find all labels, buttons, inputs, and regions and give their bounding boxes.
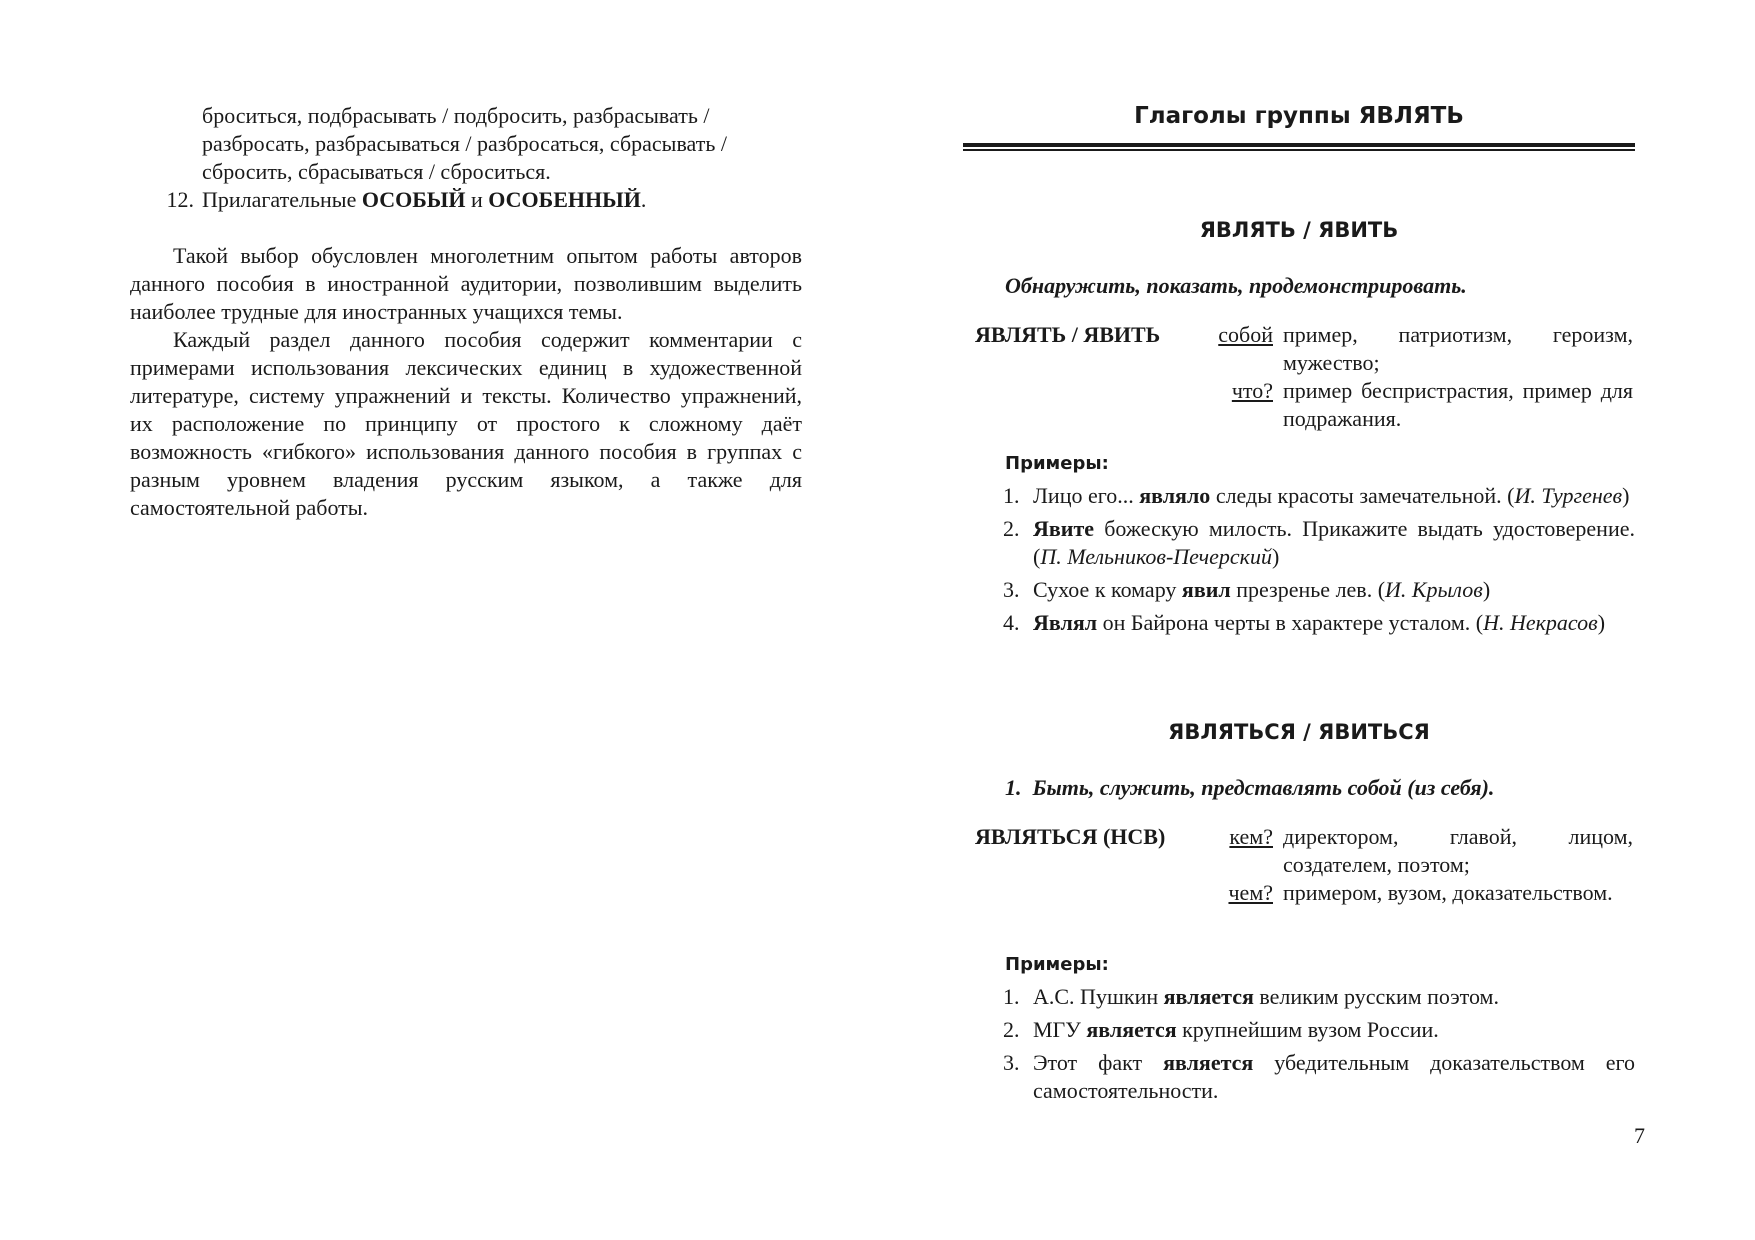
definition: Обнаружить, показать, продемонстрировать. bbox=[1005, 273, 1467, 298]
verb-label: ЯВЛЯТЬСЯ (НСВ) bbox=[975, 824, 1166, 849]
definition: 1. Быть, служить, представлять собой (из себя). bbox=[1005, 775, 1495, 800]
government-table bbox=[975, 321, 1635, 433]
verb-label: ЯВЛЯТЬ / ЯВИТЬ bbox=[975, 322, 1161, 347]
section-heading: ЯВЛЯТЬСЯ / ЯВИТЬСЯ bbox=[1168, 720, 1430, 744]
government-table bbox=[975, 823, 1635, 907]
list-item-12 bbox=[130, 186, 802, 214]
list-item: 1. Лицо его... являло следы красоты замечательной. (И. Тургенев) bbox=[1003, 483, 1630, 508]
case-question: собой bbox=[1218, 322, 1273, 347]
list-item-text: Прилагательные ОСОБЫЙ и ОСОБЕННЫЙ. bbox=[202, 187, 647, 212]
paragraph: Каждый раздел данного пособия содержит комментарии с примерами использования лексических единиц в художественной литературе, систему упражнений и тексты. Количество упражнений, их расположение по принципу от простого к сложному даёт возможность «гибкого» использования данного пособия в группах с разным уровнем владения русским языком, а также для самостоятельной работы. bbox=[130, 327, 802, 520]
examples-list bbox=[1003, 983, 1635, 1110]
collocations: пример беспристрастия, пример для подражания. bbox=[1283, 378, 1633, 431]
title-rule bbox=[963, 143, 1635, 147]
government-row bbox=[975, 377, 1635, 433]
text-line: броситься, подбрасывать / подбросить, разбрасывать / bbox=[202, 103, 710, 128]
text-line: разбросать, разбрасываться / разбросаться, сбрасывать / bbox=[202, 131, 728, 156]
list-item: 2. Явите божескую милость. Прикажите выдать удостоверение. (П. Мельников-Печерский) bbox=[1003, 516, 1635, 569]
left-page bbox=[130, 102, 802, 522]
collocations: директором, главой, лицом, создателем, поэтом; bbox=[1283, 824, 1633, 877]
case-question: что? bbox=[1231, 378, 1273, 403]
examples-label: Примеры: bbox=[1005, 954, 1109, 975]
text-line: сбросить, сбрасываться / сброситься. bbox=[202, 159, 551, 184]
list-item: 3. Этот факт является убедительным доказательством его самостоятельности. bbox=[1003, 1050, 1635, 1103]
list-continuation bbox=[202, 102, 802, 186]
list-item: 1. А.С. Пушкин является великим русским поэтом. bbox=[1003, 984, 1499, 1009]
collocations: пример, патриотизм, героизм, мужество; bbox=[1283, 322, 1633, 375]
case-question: кем? bbox=[1229, 824, 1273, 849]
examples-list bbox=[1003, 482, 1635, 642]
list-number: 12. bbox=[166, 187, 194, 212]
page-title: Глаголы группы ЯВЛЯТЬ bbox=[1134, 103, 1464, 129]
list-item: 4. Являл он Байрона черты в характере усталом. (Н. Некрасов) bbox=[1003, 610, 1606, 635]
list-item: 3. Сухое к комару явил презренье лев. (И. Крылов) bbox=[1003, 577, 1491, 602]
examples-label: Примеры: bbox=[1005, 453, 1109, 474]
title-rule bbox=[963, 149, 1635, 151]
government-row bbox=[975, 879, 1635, 907]
paragraph: Такой выбор обусловлен многолетним опытом работы авторов данного пособия в иностранной аудитории, позволившим выделить наиболее трудные для иностранных учащихся темы. bbox=[130, 243, 802, 324]
page-number: 7 bbox=[1634, 1123, 1645, 1148]
list-item: 2. МГУ является крупнейшим вузом России. bbox=[1003, 1017, 1439, 1042]
section-heading: ЯВЛЯТЬ / ЯВИТЬ bbox=[1199, 218, 1399, 242]
case-question: чем? bbox=[1228, 880, 1273, 905]
collocations: примером, вузом, доказательством. bbox=[1283, 880, 1613, 905]
government-row bbox=[975, 321, 1635, 377]
government-row bbox=[975, 823, 1635, 879]
